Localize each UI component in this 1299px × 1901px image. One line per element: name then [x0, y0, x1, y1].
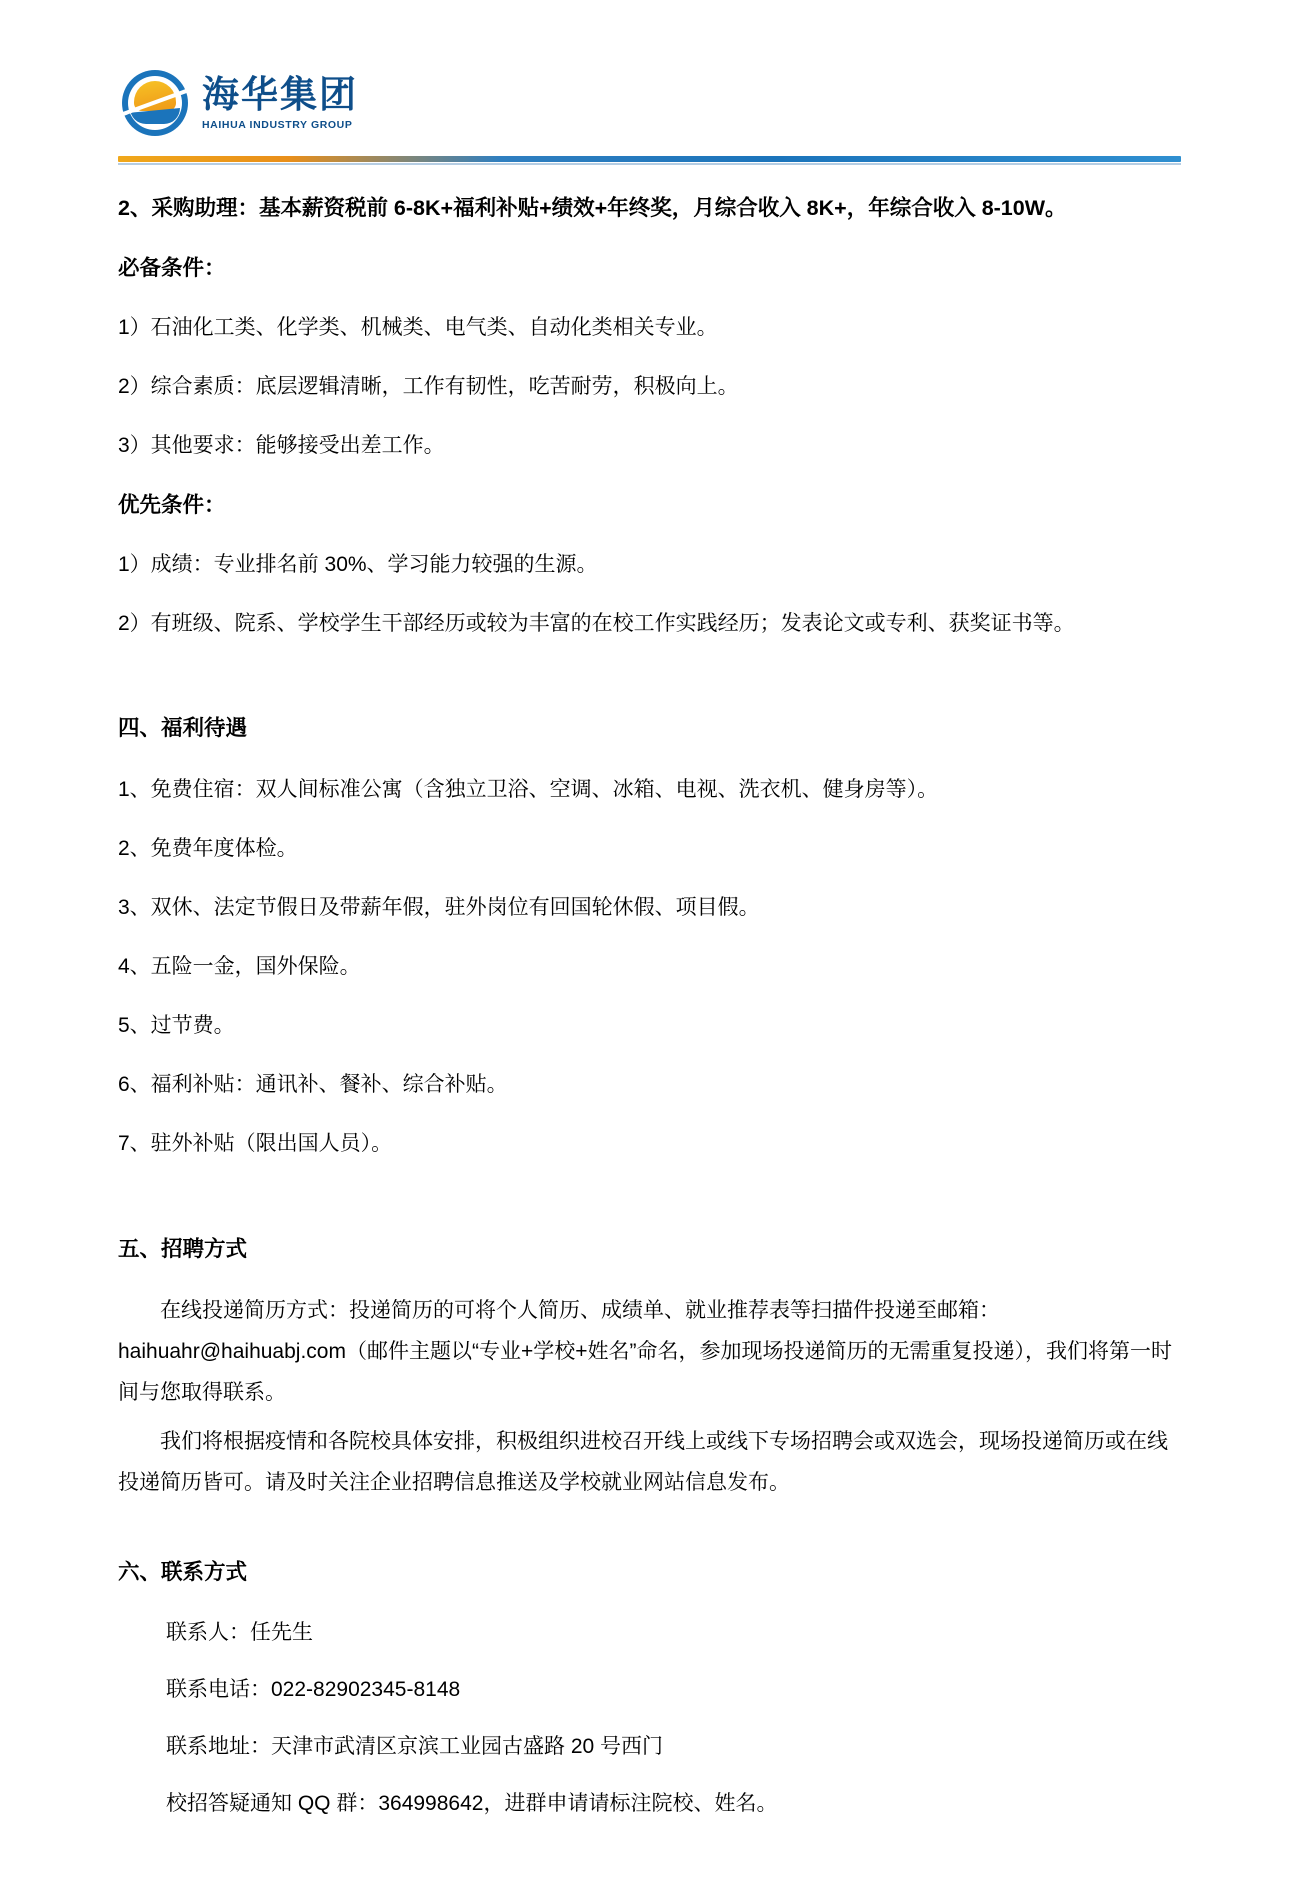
- required-item: 3）其他要求：能够接受出差工作。: [118, 433, 445, 457]
- header-divider: [118, 156, 1181, 162]
- apply-paragraph-two: 我们将根据疫情和各院校具体安排，积极组织进校召开线上或线下专场招聘会或双选会，现场投递简历或在线投递简历皆可。请及时关注企业招聘信息推送及学校就业网站信息发布。: [118, 1429, 1168, 1494]
- document-header: [118, 70, 1181, 150]
- contact-section-title: 六、联系方式: [118, 1559, 248, 1584]
- contact-address: 联系地址：天津市武清区京滨工业园古盛路 20 号西门: [166, 1735, 664, 1759]
- benefits-section-title: 四、福利待遇: [118, 716, 248, 741]
- preferred-item: 2）有班级、院系、学校学生干部经历或较为丰富的在校工作实践经历；发表论文或专利、获奖证书等。: [118, 611, 1075, 635]
- preferred-conditions-heading: 优先条件：: [118, 492, 226, 517]
- contact-details: [118, 1613, 1181, 1825]
- logo-english-name: HAIHUA INDUSTRY GROUP: [202, 118, 353, 131]
- contact-person: 联系人：任先生: [166, 1621, 313, 1645]
- apply-paragraph-suffix: （邮件主题以“专业+学校+姓名”命名，参加现场投递简历的无需重复投递），我们将第一时间与您取得联系。: [118, 1339, 1172, 1404]
- benefit-item: 6、福利补贴：通讯补、餐补、综合补贴。: [118, 1073, 508, 1097]
- apply-section-title: 五、招聘方式: [118, 1236, 248, 1261]
- required-item: 1）石油化工类、化学类、机械类、电气类、自动化类相关专业。: [118, 315, 718, 339]
- job-title-line: 2、采购助理：基本薪资税前 6-8K+福利补贴+绩效+年终奖，月综合收入 8K+，年综合收入 8-10W。: [118, 196, 1067, 220]
- logo-text: [202, 72, 358, 131]
- required-item: 2）综合素质：底层逻辑清晰，工作有韧性，吃苦耐劳，积极向上。: [118, 374, 739, 398]
- benefit-item: 7、驻外补贴（限出国人员）。: [118, 1132, 393, 1155]
- haihua-logo-icon: [122, 70, 188, 136]
- document-body: [118, 162, 1181, 1825]
- apply-paragraph-one: [118, 1291, 1181, 1414]
- contact-qq-group: 校招答疑通知 QQ 群：364998642，进群申请请标注院校、姓名。: [166, 1792, 778, 1816]
- benefit-item: 2、免费年度体检。: [118, 837, 298, 861]
- required-conditions-heading: 必备条件：: [118, 255, 226, 280]
- company-logo: [118, 70, 1181, 136]
- section-spacer: [118, 1522, 1181, 1552]
- preferred-item: 1）成绩：专业排名前 30%、学习能力较强的生源。: [118, 552, 598, 576]
- benefit-item: 4、五险一金，国外保险。: [118, 955, 361, 979]
- benefit-item: 3、双休、法定节假日及带薪年假，驻外岗位有回国轮休假、项目假。: [118, 896, 760, 920]
- logo-chinese-name: 海华集团: [202, 72, 358, 116]
- apply-paragraph-prefix: 在线投递简历方式：投递简历的可将个人简历、成绩单、就业推荐表等扫描件投递至邮箱：: [160, 1298, 1000, 1322]
- section-spacer: [118, 662, 1181, 708]
- contact-phone: 联系电话：022-82902345-8148: [166, 1678, 461, 1702]
- benefit-item: 5、过节费。: [118, 1014, 235, 1038]
- section-spacer: [118, 1183, 1181, 1229]
- benefit-item: 1、免费住宿：双人间标准公寓（含独立卫浴、空调、冰箱、电视、洗衣机、健身房等）。: [118, 778, 939, 802]
- apply-email-address: haihuahr@haihuabj.com: [118, 1339, 346, 1363]
